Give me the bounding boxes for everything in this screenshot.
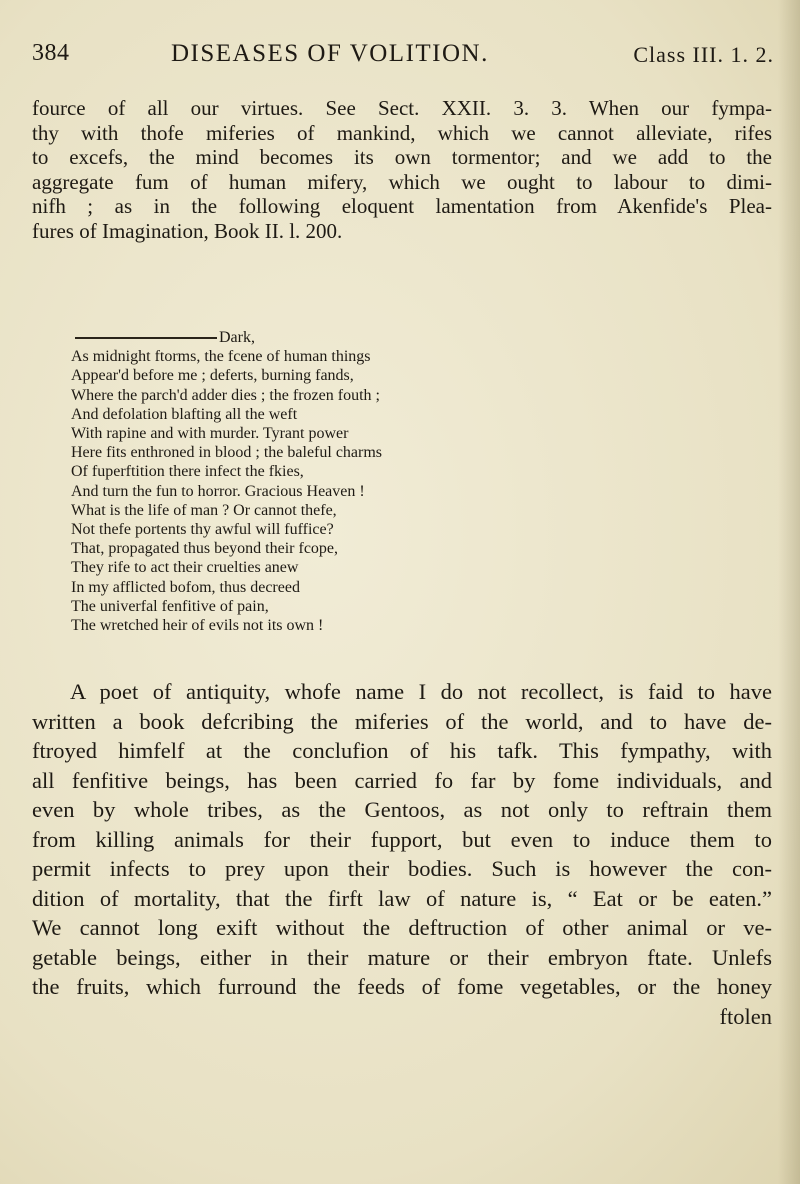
text-line: all fenfitive beings, has been carried fo far by fome individuals, and: [32, 767, 772, 793]
poem-line: They rife to act their cruelties anew: [71, 559, 299, 577]
poem-line: Appear'd before me ; deferts, burning fands,: [71, 367, 354, 385]
text-line: from killing animals for their fupport, but even to induce them to: [32, 826, 772, 852]
poem-line: What is the life of man ? Or cannot thefe,: [71, 501, 337, 519]
dash-rule: [75, 337, 217, 339]
poem-line: Where the parch'd adder dies ; the frozen fouth ;: [71, 386, 380, 404]
poem-line: Of fuperftition there infect the fkies,: [71, 463, 304, 481]
poem-first-word: Dark,: [219, 329, 255, 346]
poem-line: And defolation blafting all the weft: [71, 405, 298, 423]
poem-line: In my afflicted bofom, thus decreed: [71, 578, 300, 596]
running-title: DISEASES OF VOLITION.: [171, 40, 489, 67]
text-line: We cannot long exift without the deftruction of other animal or ve-: [32, 915, 772, 940]
text-line: the fruits, which furround the feeds of fome vegetables, or the honey: [32, 974, 772, 999]
text-line: to excefs, the mind becomes its own tormentor; and we add to the: [32, 145, 772, 170]
poem-line: The univerfal fenfitive of pain,: [71, 597, 269, 615]
text-line: aggregate fum of human mifery, which we ought to labour to dimi-: [32, 169, 772, 194]
poem-line: As midnight ftorms, the fcene of human things: [71, 348, 371, 366]
text-line: ftroyed himfelf at the conclufion of his tafk. This fympathy, with: [32, 738, 772, 763]
text-line: getable beings, either in their mature or their embryon ftate. Unlefs: [32, 944, 772, 970]
poem-line: That, propagated thus beyond their fcope,: [71, 540, 339, 558]
poem-line: Here fits enthroned in blood ; the baleful charms: [71, 444, 383, 462]
text-line: written a book defcribing the miferies of the world, and to have de-: [32, 708, 772, 734]
poem-first-line: [71, 328, 382, 347]
text-line: dition of mortality, that the firft law of nature is, “ Eat or be eaten.”: [32, 885, 772, 911]
class-label: Class III. 1. 2.: [633, 42, 774, 67]
catchword: ftolen: [719, 1003, 772, 1029]
text-line: even by whole tribes, as the Gentoos, as not only to reftrain them: [32, 797, 772, 822]
text-line: A poet of antiquity, whofe name I do not recollect, is faid to have: [70, 679, 772, 704]
poem-line: And turn the fun to horror. Gracious Heaven !: [71, 482, 365, 500]
opening-paragraph: [32, 96, 772, 244]
text-line: nifh ; as in the following eloquent lamentation from Akenfide's Plea-: [32, 194, 772, 219]
page-number: 384: [32, 40, 70, 66]
text-line: fource of all our virtues. See Sect. XXII. 3. 3. When our fympa-: [32, 96, 772, 120]
text-line: thy with thofe miferies of mankind, which we cannot alleviate, rifes: [32, 120, 772, 145]
main-paragraph: [32, 677, 772, 1031]
poem-line: The wretched heir of evils not its own !: [71, 617, 324, 635]
poem-line: With rapine and with murder. Tyrant power: [71, 425, 349, 443]
text-line: permit infects to prey upon their bodies. Such is however the con-: [32, 856, 772, 881]
page-edge-shadow: [778, 0, 800, 1184]
poem-line: Not thefe portents thy awful will fuffice?: [71, 521, 334, 539]
page-header: [32, 40, 774, 80]
text-line: fures of Imagination, Book II. l. 200.: [32, 218, 343, 243]
poem-quotation: [71, 328, 382, 635]
